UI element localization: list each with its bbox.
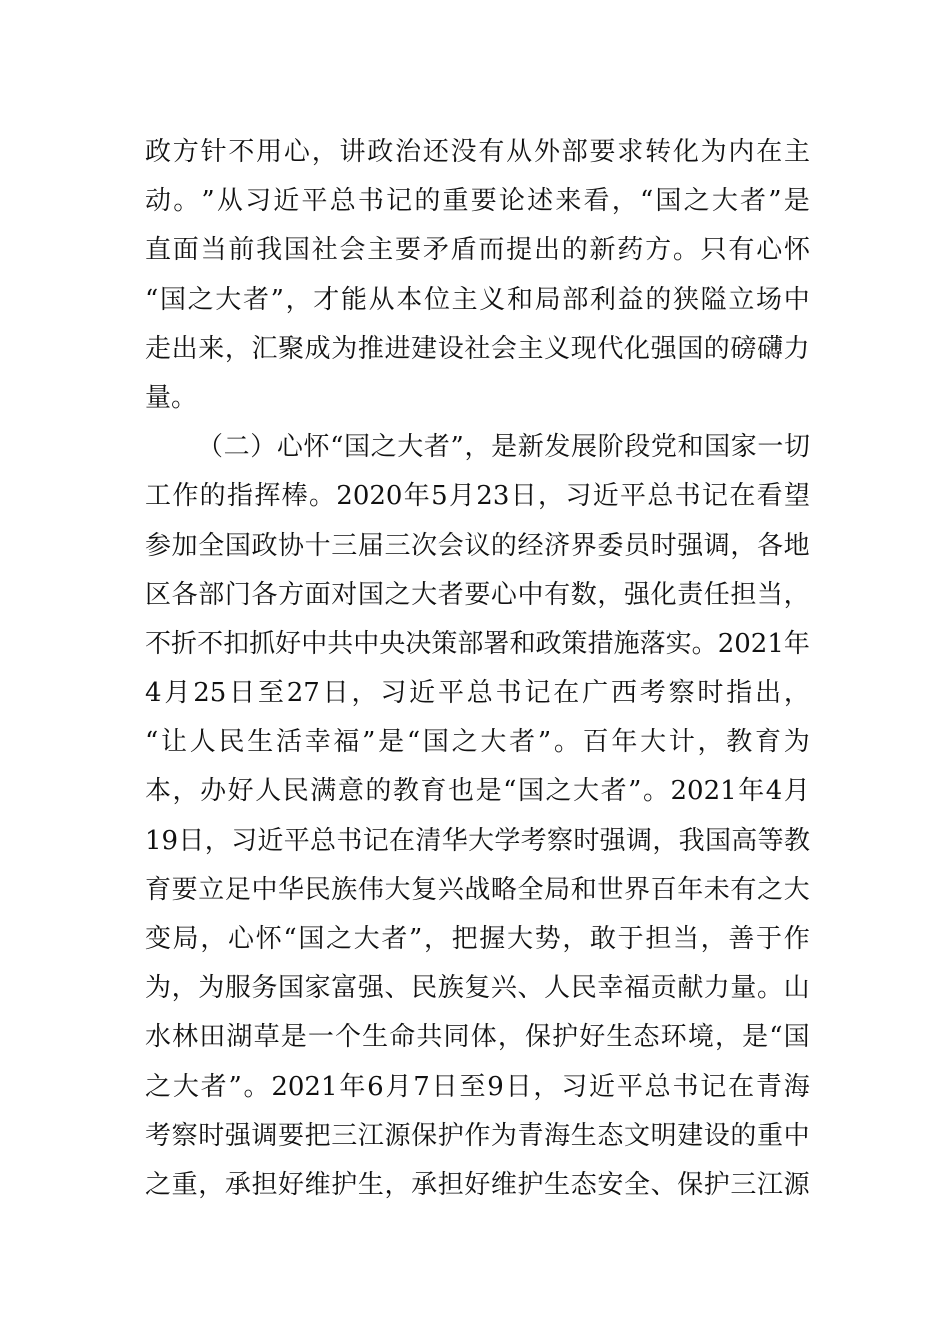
text-line: 4 月 25 日 至 27 日 ， 习 近 平 总 书 记 在 广 西 考 察 时 指 出 ， (145, 678, 810, 709)
text-line: 本 ， 办 好 人 民 满 意 的 教 育 也 是 “ 国 之 大 者 ” 。 2021 年 4 月 (145, 776, 810, 807)
text-line: 直 面 当 前 我 国 社 会 主 要 矛 盾 而 提 出 的 新 药 方 。 只 有 心 怀 (145, 235, 810, 266)
text-line: “ 让 人 民 生 活 幸 福 ” 是 “ 国 之 大 者 ” 。 百 年 大 计 ， 教 育 为 (145, 727, 810, 758)
text-line: 政 方 针 不 用 心 ， 讲 政 治 还 没 有 从 外 部 要 求 转 化 为 内 在 主 (145, 137, 810, 167)
text-line: 之 大 者 ” 。 2021 年 6 月 7 日 至 9 日 ， 习 近 平 总 书 记 在 青 海 (145, 1071, 810, 1102)
text-line: 为 ， 为 服 务 国 家 富 强 、 民 族 复 兴 、 人 民 幸 福 贡 献 力 量 。 山 (145, 973, 810, 1004)
text-line: 19 日 ， 习 近 平 总 书 记 在 清 华 大 学 考 察 时 强 调 ， 我 国 高 等 教 (145, 825, 810, 856)
text-line: 区 各 部 门 各 方 面 对 国 之 大 者 要 心 中 有 数 ， 强 化 责 任 担 当 ， (145, 579, 810, 610)
text-line: 动 。 ” 从 习 近 平 总 书 记 的 重 要 论 述 来 看 ， “ 国 之 大 者 ” 是 (145, 186, 810, 217)
text-line: 考 察 时 强 调 要 把 三 江 源 保 护 作 为 青 海 生 态 文 明 建 设 的 重 中 (145, 1120, 810, 1151)
text-line: 走 出 来 ， 汇 聚 成 为 推 进 建 设 社 会 主 义 现 代 化 强 国 的 磅 礴 力 (145, 333, 810, 364)
body-text (145, 128, 810, 1210)
text-line: 之 重 ， 承 担 好 维 护 生 ， 承 担 好 维 护 生 态 安 全 、 保 护 三 江 源 (145, 1169, 810, 1200)
text-line: 不 折 不 扣 抓 好 中 共 中 央 决 策 部 署 和 政 策 措 施 落 实 。 2021 年 (145, 628, 810, 659)
text-line: 参 加 全 国 政 协 十 三 届 三 次 会 议 的 经 济 界 委 员 时 强 调 ， 各 地 (145, 530, 810, 561)
text-line: 量。 (145, 382, 198, 413)
text-line: （ 二 ） 心 怀 “ 国 之 大 者 ” ， 是 新 发 展 阶 段 党 和 国 家 一 切 (197, 432, 810, 463)
text-line: 育 要 立 足 中 华 民 族 伟 大 复 兴 战 略 全 局 和 世 界 百 年 未 有 之 大 (145, 874, 810, 905)
text-line: 变 局 ， 心 怀 “ 国 之 大 者 ” ， 把 握 大 势 ， 敢 于 担 当 ， 善 于 作 (145, 924, 810, 954)
text-line: “ 国 之 大 者 ” ， 才 能 从 本 位 主 义 和 局 部 利 益 的 狭 隘 立 场 中 (145, 284, 810, 315)
text-line: 工 作 的 指 挥 棒 。 2020 年 5 月 23 日 ， 习 近 平 总 书 记 在 看 望 (145, 481, 810, 512)
text-line: 水 林 田 湖 草 是 一 个 生 命 共 同 体 ， 保 护 好 生 态 环 境 ， 是 “ 国 (145, 1022, 810, 1053)
